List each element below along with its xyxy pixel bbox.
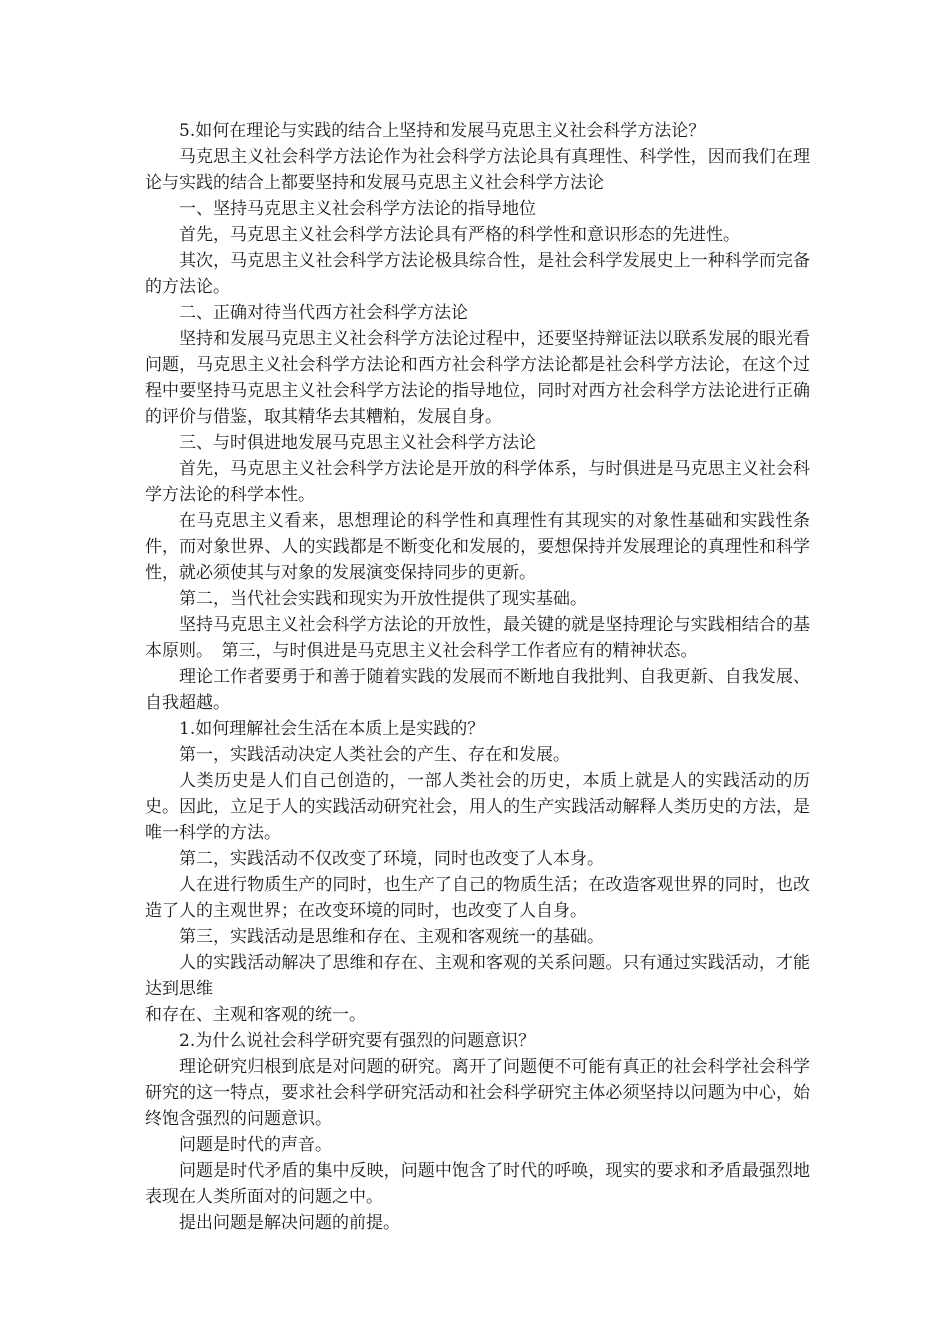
paragraph: 第二，当代社会实践和现实为开放性提供了现实基础。 [179, 589, 587, 609]
paragraph: 人的实践活动解决了思维和存在、主观和客观的关系问题。只有通过实践活动，才能达到思维 [145, 953, 810, 999]
section-heading-2: 二、正确对待当代西方社会科学方法论 [179, 303, 468, 323]
paragraph-continuation: 和存在、主观和客观的统一。 [145, 1005, 366, 1025]
question-1-heading: 1.如何理解社会生活在本质上是实践的？ [179, 719, 485, 739]
paragraph: 问题是时代矛盾的集中反映，问题中饱含了时代的呼唤，现实的要求和矛盾最强烈地表现在人类所面对的问题之中。 [145, 1161, 810, 1207]
question-2-heading: 2.为什么说社会科学研究要有强烈的问题意识？ [179, 1031, 536, 1051]
paragraph: 提出问题是解决问题的前提。 [179, 1213, 400, 1233]
document-page [145, 118, 810, 1236]
paragraph: 坚持马克思主义社会科学方法论的开放性，最关键的就是坚持理论与实践相结合的基本原则。 第三，与时俱进是马克思主义社会科学工作者应有的精神状态。 [145, 615, 810, 661]
paragraph: 第二，实践活动不仅改变了环境，同时也改变了人本身。 [179, 849, 604, 869]
paragraph: 其次，马克思主义社会科学方法论极具综合性，是社会科学发展史上一种科学而完备的方法论。 [145, 251, 810, 297]
paragraph: 坚持和发展马克思主义社会科学方法论过程中，还要坚持辩证法以联系发展的眼光看问题，马克思主义社会科学方法论和西方社会科学方法论都是社会科学方法论，在这个过程中要坚持马克思主义社会科学方法论的指导地位，同时对西方社会科学方法论进行正确的评价与借鉴，取其精华去其糟粕，发展自身。 [145, 329, 810, 427]
paragraph: 首先，马克思主义社会科学方法论具有严格的科学性和意识形态的先进性。 [179, 225, 740, 245]
section-heading-1: 一、坚持马克思主义社会科学方法论的指导地位 [179, 199, 536, 219]
paragraph: 第一，实践活动决定人类社会的产生、存在和发展。 [179, 745, 570, 765]
paragraph: 理论工作者要勇于和善于随着实践的发展而不断地自我批判、自我更新、自我发展、自我超越。 [145, 667, 810, 713]
paragraph: 在马克思主义看来，思想理论的科学性和真理性有其现实的对象性基础和实践性条件，而对象世界、人的实践都是不断变化和发展的，要想保持并发展理论的真理性和科学性，就必须使其与对象的发展演变保持同步的更新。 [145, 511, 810, 583]
paragraph: 首先，马克思主义社会科学方法论是开放的科学体系，与时俱进是马克思主义社会科学方法论的科学本性。 [145, 459, 810, 505]
section-heading-3: 三、与时俱进地发展马克思主义社会科学方法论 [179, 433, 536, 453]
paragraph: 第三，实践活动是思维和存在、主观和客观统一的基础。 [179, 927, 604, 947]
paragraph: 马克思主义社会科学方法论作为社会科学方法论具有真理性、科学性，因而我们在理论与实践的结合上都要坚持和发展马克思主义社会科学方法论 [145, 147, 810, 193]
paragraph: 人在进行物质生产的同时，也生产了自己的物质生活；在改造客观世界的同时，也改造了人的主观世界；在改变环境的同时，也改变了人自身。 [145, 875, 810, 921]
question-5-heading: 5.如何在理论与实践的结合上坚持和发展马克思主义社会科学方法论？ [179, 121, 706, 141]
paragraph: 人类历史是人们自己创造的，一部人类社会的历史，本质上就是人的实践活动的历史。因此，立足于人的实践活动研究社会，用人的生产实践活动解释人类历史的方法，是唯一科学的方法。 [145, 771, 810, 843]
paragraph: 问题是时代的声音。 [179, 1135, 332, 1155]
paragraph: 理论研究归根到底是对问题的研究。离开了问题便不可能有真正的社会科学社会科学研究的这一特点，要求社会科学研究活动和社会科学研究主体必须坚持以问题为中心，始终饱含强烈的问题意识。 [145, 1057, 810, 1129]
